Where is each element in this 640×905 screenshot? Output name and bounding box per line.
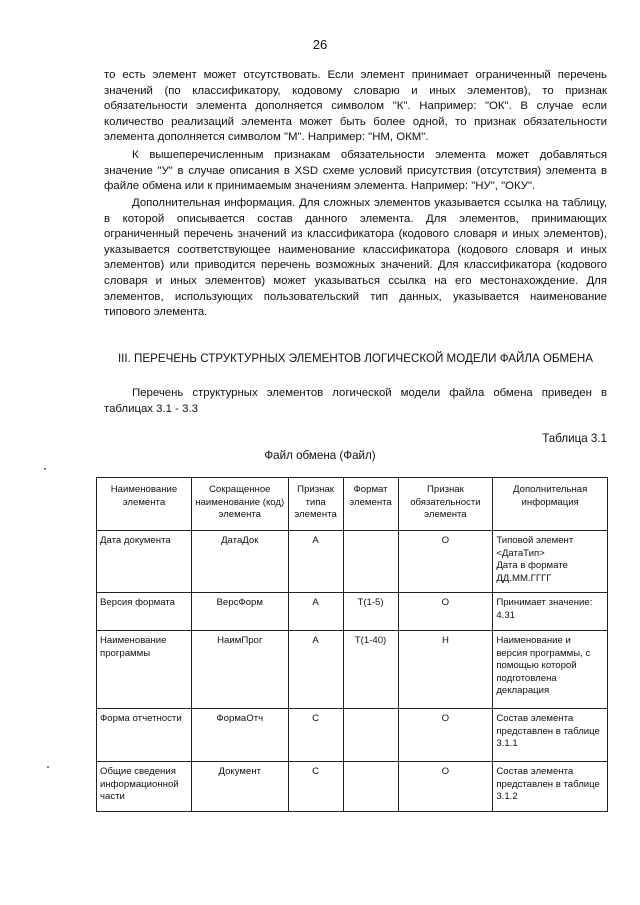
table-cell: А [288,593,343,631]
elements-table [96,477,608,812]
table-cell: О [398,593,493,631]
table-cell: НаимПрог [191,631,288,709]
header-cell: Сокращенное наименование (код) элемента [191,478,288,531]
table-cell: Состав элемента представлен в таблице 3.1.2 [493,762,608,812]
header-cell: Формат элемента [343,478,398,531]
table-cell: ДатаДок [191,531,288,593]
scan-speck [44,468,46,470]
table-cell: Состав элемента представлен в таблице 3.1.1 [493,709,608,762]
table-cell: Наименование программы [97,631,192,709]
table-cell [343,762,398,812]
header-cell: Признак типа элемента [288,478,343,531]
header-cell: Наименование элемента [97,478,192,531]
paragraph-tables-intro: Перечень структурных элементов логической модели файла обмена приведен в таблицах 3.1 - 3.3 [104,387,607,415]
table-cell: С [288,762,343,812]
table-cell: А [288,531,343,593]
table-title: Файл обмена (Файл) [264,449,376,462]
table-cell [343,531,398,593]
table-header-row [97,478,608,531]
table-cell: Версия формата [97,593,192,631]
table-cell [343,709,398,762]
table-cell: О [398,531,493,593]
table-cell: С [288,709,343,762]
table-cell: Общие сведения информационной части [97,762,192,812]
table-cell: А [288,631,343,709]
page-number: 26 [312,37,328,52]
table-row [97,593,608,631]
table-row [97,531,608,593]
table-cell: О [398,709,493,762]
table-row [97,762,608,812]
table-cell: Т(1-40) [343,631,398,709]
table-cell: Н [398,631,493,709]
table-label: Таблица 3.1 [542,432,607,445]
table-cell: Т(1-5) [343,593,398,631]
table-row [97,631,608,709]
paragraph-mandatory-sign: то есть элемент может отсутствовать. Если элемент принимает ограниченный перечень значений (по классификатору, кодовому словарю и иных элементов), то признак обязательности элемента дополняется символом "К". Например: "ОК". В случае если количество реализаций элемента может быть более одной, то признак обязательности элемента дополняется символом "М". Например: "НМ, ОКМ". [104,69,607,144]
table-cell: Форма отчетности [97,709,192,762]
table-cell: Наименование и версия программы, с помощью которой подготовлена декларация [493,631,608,709]
header-cell: Дополнительная информация [493,478,608,531]
table-cell: Принимает значение: 4.31 [493,593,608,631]
section-heading: III. ПЕРЕЧЕНЬ СТРУКТУРНЫХ ЭЛЕМЕНТОВ ЛОГИЧЕСКОЙ МОДЕЛИ ФАЙЛА ОБМЕНА [117,352,594,365]
table-cell: Типовой элемент <ДатаТип> Дата в формате ДД.ММ.ГГГГ [493,531,608,593]
header-cell: Признак обязательности элемента [398,478,493,531]
paragraph-u-value: К вышеперечисленным признакам обязательности элемента может добавляться значение "У" в случае описания в XSD схеме условий присутствия (отсутствия) элемента в файле обмена или к принимаемым значениям элемента. Например: "НУ", "ОКУ". [104,149,607,193]
scan-speck [47,766,49,768]
table-cell: ФормаОтч [191,709,288,762]
table-row [97,709,608,762]
table-cell: ВерсФорм [191,593,288,631]
table-cell: Дата документа [97,531,192,593]
table-cell: О [398,762,493,812]
paragraph-additional-info: Дополнительная информация. Для сложных элементов указывается ссылка на таблицу, в которой описывается состав данного элемента. Для элементов, принимающих ограниченный перечень значений из классификатора (кодового словаря и иных элементов), указывается соответствующее наименование классификатора (кодового словаря и иных элементов) или приводится перечень возможных значений. Для классификатора (кодового словаря и иных элементов) может указываться ссылка на его местонахождение. Для элементов, использующих пользовательский тип данных, указывается наименование типового элемента. [104,197,607,319]
table-cell: Документ [191,762,288,812]
